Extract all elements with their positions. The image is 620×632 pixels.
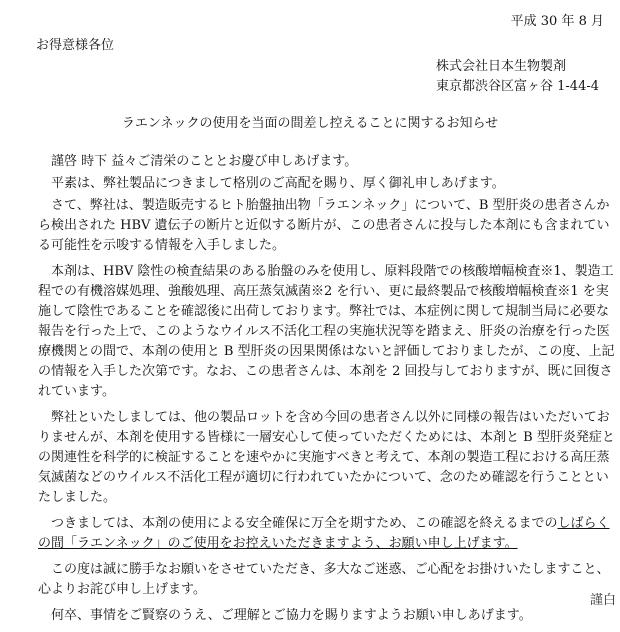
process-paragraph: 本剤は、HBV 陰性の検査結果のある胎盤のみを使用し、原料段階での核酸増幅検査※1、製造工程での有機溶媒処理、強酸処理、高圧蒸気滅菌※2 を行い、更に最終製品で核酸増幅検査※1 を実施して陰性であることを確認後に出荷しております。弊社では、本症例に関して規制当局に必要な報告を行った上で、このようなウイルス不活化工程の実施状況等を踏まえ、肝炎の治療を行った医療機関との間で、本剤の使用と B 型肝炎の因果関係はないと評価しておりましたが、この度、上記の情報を入手した次第です。なお、この患者さんは、本剤を 2 回投与しておりますが、既に回復されています。 — [38, 264, 615, 399]
apology-paragraph: この度は誠に勝手なお願いをさせていただき、多大なご迷惑、ご心配をお掛けいたしますこと、心よりお詫び申し上げます。 — [38, 562, 610, 597]
document-subject: ラエンネックの使用を当面の間差し控えることに関するお知らせ — [121, 116, 499, 131]
document-body — [38, 152, 618, 632]
verification-paragraph: 弊社といたしましては、他の製品ロットを含め今回の患者さん以外に同様の報告はいただいておりませんが、本剤を使用する皆様に一層安心して使っていただくためには、本剤と B 型肝炎発症との関連性を科学的に検証することを速やかに実施すべきと考えて、本剤の製造工程における高圧蒸気滅菌などのウイルス不活化工程が適切に行われていたかについて、念のため確認を行うことといたしました。 — [38, 410, 615, 505]
request-text: つきましては、本剤の使用による安全確保に万全を期すため、この確認を終えるまでの — [51, 516, 558, 531]
thanks-paragraph: 平素は、弊社製品につきまして格別のご高配を賜り、厚く御礼申しあげます。 — [51, 176, 505, 191]
document-date: 平成 30 年 8 月 — [510, 14, 604, 29]
request-underlined-text: しばらくの間「ラエンネック」のご使用をお控えいただきますよう、お願い申し上げます。 — [38, 516, 610, 551]
closing-word: 謹白 — [589, 593, 616, 608]
company-address: 東京都渋谷区富ヶ谷 1-44-4 — [436, 79, 600, 94]
sender-block — [436, 57, 599, 97]
request-paragraph — [38, 514, 618, 554]
incident-paragraph: さて、弊社は、製造販売するヒト胎盤抽出物「ラエンネック」について、B 型肝炎の患者さんから検出された HBV 遺伝子の断片と近似する断片が、この患者さんに投与した本剤にも含まれている可能性を示唆する情報を入手しました。 — [38, 198, 610, 253]
greeting-paragraph: 謹啓 時下 益々ご清栄のこととお慶び申しあげます。 — [51, 154, 358, 169]
company-name: 株式会社日本生物製剤 — [436, 59, 567, 74]
recipient: お得意様各位 — [36, 38, 115, 53]
closing-request-paragraph: 何卒、事情をご賢察のうえ、ご理解とご協力を賜りますようお願い申しあげます。 — [51, 608, 532, 623]
